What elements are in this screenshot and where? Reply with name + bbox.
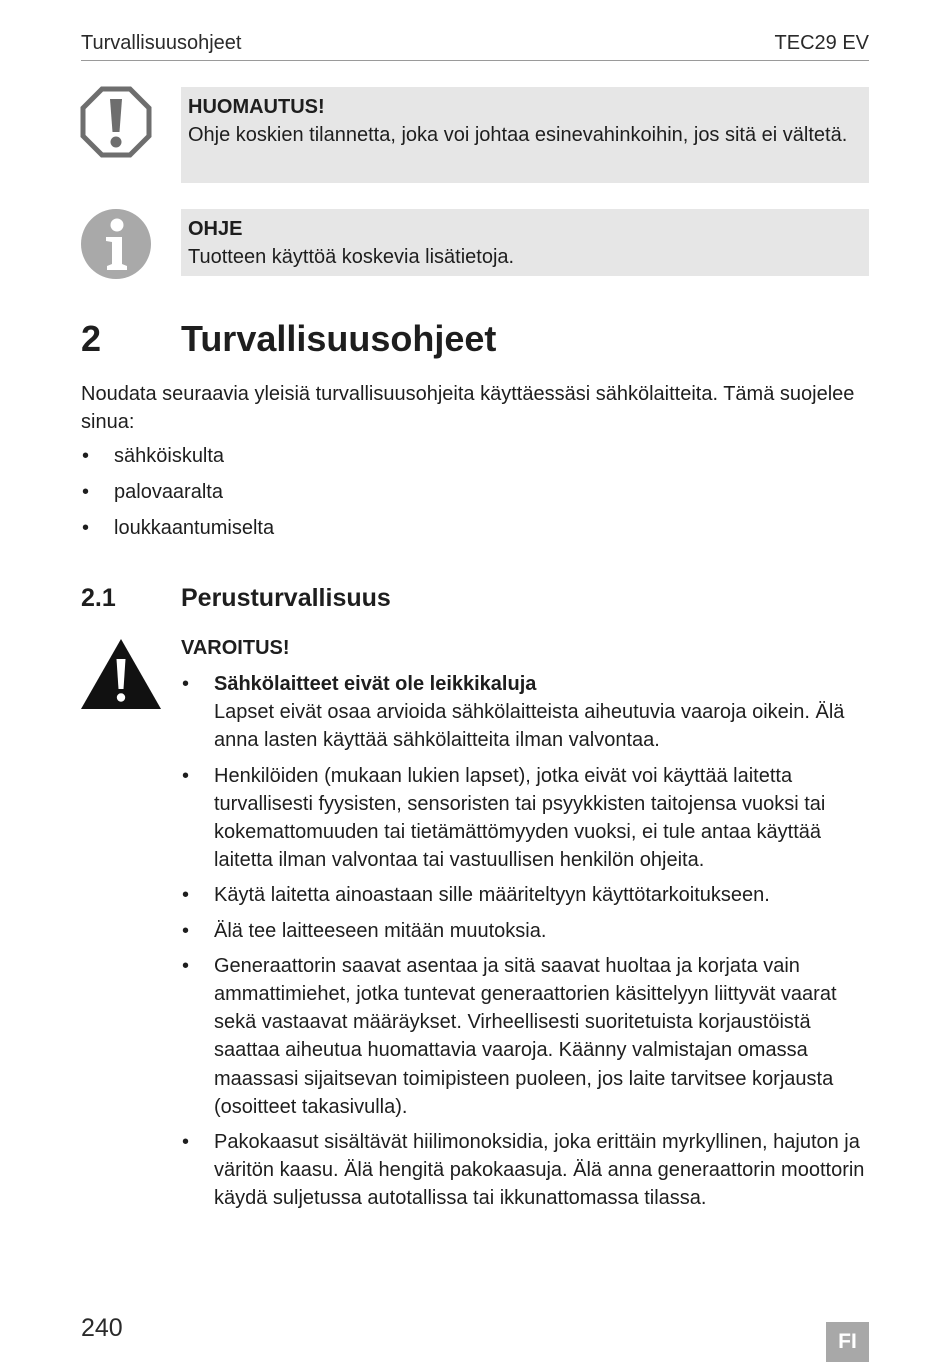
exclamation-octagon-icon	[80, 86, 152, 158]
list-item: • Pakokaasut sisältävät hiilimonoksidia, joka erittäin myrkyllinen, hajuton ja väritön kaasu. Älä hengitä pakokaasuja. Älä anna generaattorin moottorin käydä suljetussa autotallissa tai ikkunattomassa tilassa.	[181, 1128, 871, 1213]
warning-item-text: Lapset eivät osaa arvioida sähkölaitteista aiheutuvia vaaroja oikein. Älä anna lasten käyttää sähkölaitteita ilman valvontaa.	[214, 701, 845, 752]
list-item: • loukkaantumiselta	[81, 514, 274, 542]
section-title: Turvallisuusohjeet	[181, 318, 497, 359]
warning-title: VAROITUS!	[181, 637, 290, 659]
header-section-title: Turvallisuusohjeet	[81, 32, 242, 54]
list-item: • Käytä laitetta ainoastaan sille määriteltyyn käyttötarkoitukseen.	[181, 881, 871, 909]
info-box	[181, 209, 869, 276]
section-number: 2	[81, 318, 102, 359]
info-text: Tuotteen käyttöä koskevia lisätietoja.	[188, 246, 515, 268]
list-item: • Älä tee laitteeseen mitään muutoksia.	[181, 917, 871, 945]
warning-triangle-icon	[80, 638, 162, 710]
header-model-name: TEC29 EV	[774, 32, 869, 54]
subsection-title: Perusturvallisuus	[181, 584, 391, 612]
page-header	[81, 30, 869, 61]
info-circle-icon	[80, 208, 152, 280]
info-title: OHJE	[188, 218, 243, 240]
page-number: 240	[81, 1314, 123, 1342]
section-intro: Noudata seuraavia yleisiä turvallisuusohjeita käyttäessäsi sähkölaitteita. Tämä suojelee sinua:	[81, 383, 855, 433]
list-item	[181, 670, 871, 755]
list-item: • Generaattorin saavat asentaa ja sitä saavat huoltaa ja korjata vain ammattimiehet, jotka tuntevat generaattorien käsittelyyn liittyvät vaarat sekä vastaavat määräykset. Virheellisesti suoritetuista korjaustöistä saattaa aiheutua huomattavia vaaroja. Käänny valmistajan omassa maassasi sijaitsevan toimipisteen puoleen, jos laite tarvitsee korjausta (osoitteet takasivulla).	[181, 952, 871, 1121]
subsection-number: 2.1	[81, 584, 116, 612]
list-item: • Henkilöiden (mukaan lukien lapset), jotka eivät voi käyttää laitetta turvallisesti fyysisten, sensoristen tai psyykkisten taitojensa vuoksi tai kokemattomuuden tai tietämättömyyden vuoksi, ei tule antaa käyttää laitetta ilman valvontaa tai vastuullisen henkilön ohjeita.	[181, 762, 871, 875]
list-item: • palovaaralta	[81, 478, 274, 506]
hazard-list	[81, 442, 274, 550]
notice-title: HUOMAUTUS!	[188, 96, 325, 118]
list-item: • sähköiskulta	[81, 442, 274, 470]
language-badge: FI	[826, 1322, 869, 1362]
warning-list	[181, 670, 871, 1220]
warning-item-heading: • Sähkölaitteet eivät ole leikkikaluja	[214, 673, 537, 695]
notice-text: Ohje koskien tilannetta, joka voi johtaa esinevahinkoihin, jos sitä ei vältetä.	[188, 124, 848, 146]
notice-box	[181, 87, 869, 183]
